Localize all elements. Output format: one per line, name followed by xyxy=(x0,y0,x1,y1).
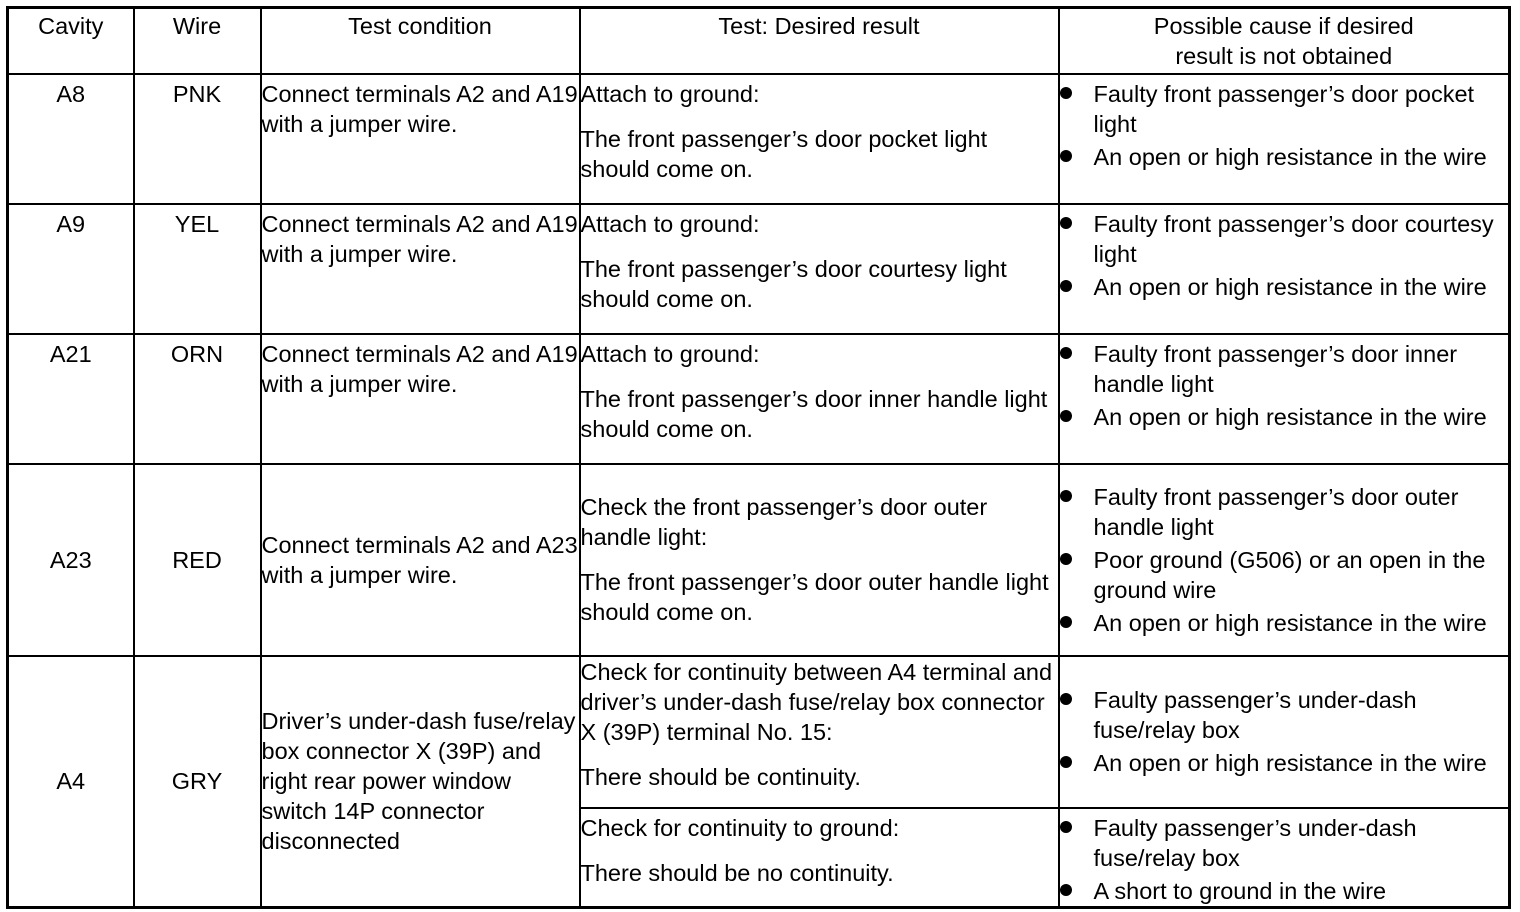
cause-item: Faulty passenger’s under-dash fuse/relay box xyxy=(1060,685,1509,745)
cause-item: An open or high resistance in the wire xyxy=(1060,748,1509,778)
wire-cell: ORN xyxy=(134,334,261,464)
result-action: Attach to ground: xyxy=(580,340,760,367)
result-cell xyxy=(580,464,1059,656)
result-action: Attach to ground: xyxy=(580,80,760,107)
result-expected: The front passenger’s door inner handle light should come on. xyxy=(580,385,1048,442)
result-expected: The front passenger’s door courtesy light should come on. xyxy=(580,255,1007,312)
header-desired-result: Test: Desired result xyxy=(580,8,1059,74)
condition-cell: Driver’s under-dash fuse/relay box connector X (39P) and right rear power window switch 14P connector disconnected xyxy=(261,656,580,908)
header-possible-cause xyxy=(1059,8,1510,74)
table-row xyxy=(8,656,1510,808)
cause-item: An open or high resistance in the wire xyxy=(1060,402,1509,432)
result-action: Check for continuity between A4 terminal and driver’s under-dash fuse/relay box connector X (39P) terminal No. 15: xyxy=(580,658,1053,745)
cause-item: An open or high resistance in the wire xyxy=(1060,608,1509,638)
result-expected: There should be no continuity. xyxy=(580,859,894,886)
cause-item: Poor ground (G506) or an open in the ground wire xyxy=(1060,545,1509,605)
cause-item: Faulty front passenger’s door pocket light xyxy=(1060,79,1509,139)
cause-item: Faulty passenger’s under-dash fuse/relay box xyxy=(1060,813,1509,873)
result-cell xyxy=(580,334,1059,464)
cause-cell xyxy=(1059,808,1510,908)
result-expected: There should be continuity. xyxy=(580,763,861,790)
result-expected: The front passenger’s door pocket light should come on. xyxy=(580,125,988,182)
cause-cell xyxy=(1059,464,1510,656)
header-possible-cause-line1: Possible cause if desired xyxy=(1153,13,1414,39)
table-row xyxy=(8,74,1510,204)
table-row xyxy=(8,334,1510,464)
wire-cell: RED xyxy=(134,464,261,656)
result-expected: The front passenger’s door outer handle light should come on. xyxy=(580,569,1049,625)
wire-cell: PNK xyxy=(134,74,261,204)
cause-item: Faulty front passenger’s door courtesy light xyxy=(1060,209,1509,269)
cause-list xyxy=(1060,685,1509,778)
cavity-cell: A4 xyxy=(8,656,134,908)
wire-cell: GRY xyxy=(134,656,261,908)
cause-item: A short to ground in the wire xyxy=(1060,876,1509,906)
result-cell xyxy=(580,74,1059,204)
result-cell xyxy=(580,656,1059,808)
cause-list xyxy=(1060,813,1509,906)
cause-list xyxy=(1060,79,1509,172)
header-possible-cause-line2: result is not obtained xyxy=(1175,43,1393,69)
cause-item: An open or high resistance in the wire xyxy=(1060,142,1509,172)
cause-cell xyxy=(1059,656,1510,808)
cause-item: Faulty front passenger’s door outer handle light xyxy=(1060,482,1509,542)
cause-item: An open or high resistance in the wire xyxy=(1060,272,1509,302)
cause-cell xyxy=(1059,204,1510,334)
table-row xyxy=(8,464,1510,656)
cause-cell xyxy=(1059,74,1510,204)
cavity-cell: A23 xyxy=(8,464,134,656)
header-row xyxy=(8,8,1510,74)
troubleshooting-table xyxy=(6,6,1511,909)
cavity-cell: A9 xyxy=(8,204,134,334)
cause-cell xyxy=(1059,334,1510,464)
condition-cell: Connect terminals A2 and A19 with a jumper wire. xyxy=(261,334,580,464)
result-cell xyxy=(580,204,1059,334)
result-action: Attach to ground: xyxy=(580,210,760,237)
header-cavity: Cavity xyxy=(8,8,134,74)
condition-cell: Connect terminals A2 and A23 with a jumper wire. xyxy=(261,464,580,656)
cavity-cell: A21 xyxy=(8,334,134,464)
header-wire: Wire xyxy=(134,8,261,74)
cause-list xyxy=(1060,482,1509,638)
cause-list xyxy=(1060,209,1509,302)
cavity-cell: A8 xyxy=(8,74,134,204)
result-action: Check the front passenger’s door outer handle light: xyxy=(580,494,988,550)
result-cell xyxy=(580,808,1059,908)
cause-item: Faulty front passenger’s door inner handle light xyxy=(1060,339,1509,399)
wire-cell: YEL xyxy=(134,204,261,334)
cause-list xyxy=(1060,339,1509,432)
table-row xyxy=(8,204,1510,334)
header-test-condition: Test condition xyxy=(261,8,580,74)
condition-cell: Connect terminals A2 and A19 with a jumper wire. xyxy=(261,74,580,204)
condition-cell: Connect terminals A2 and A19 with a jumper wire. xyxy=(261,204,580,334)
result-action: Check for continuity to ground: xyxy=(580,814,900,841)
